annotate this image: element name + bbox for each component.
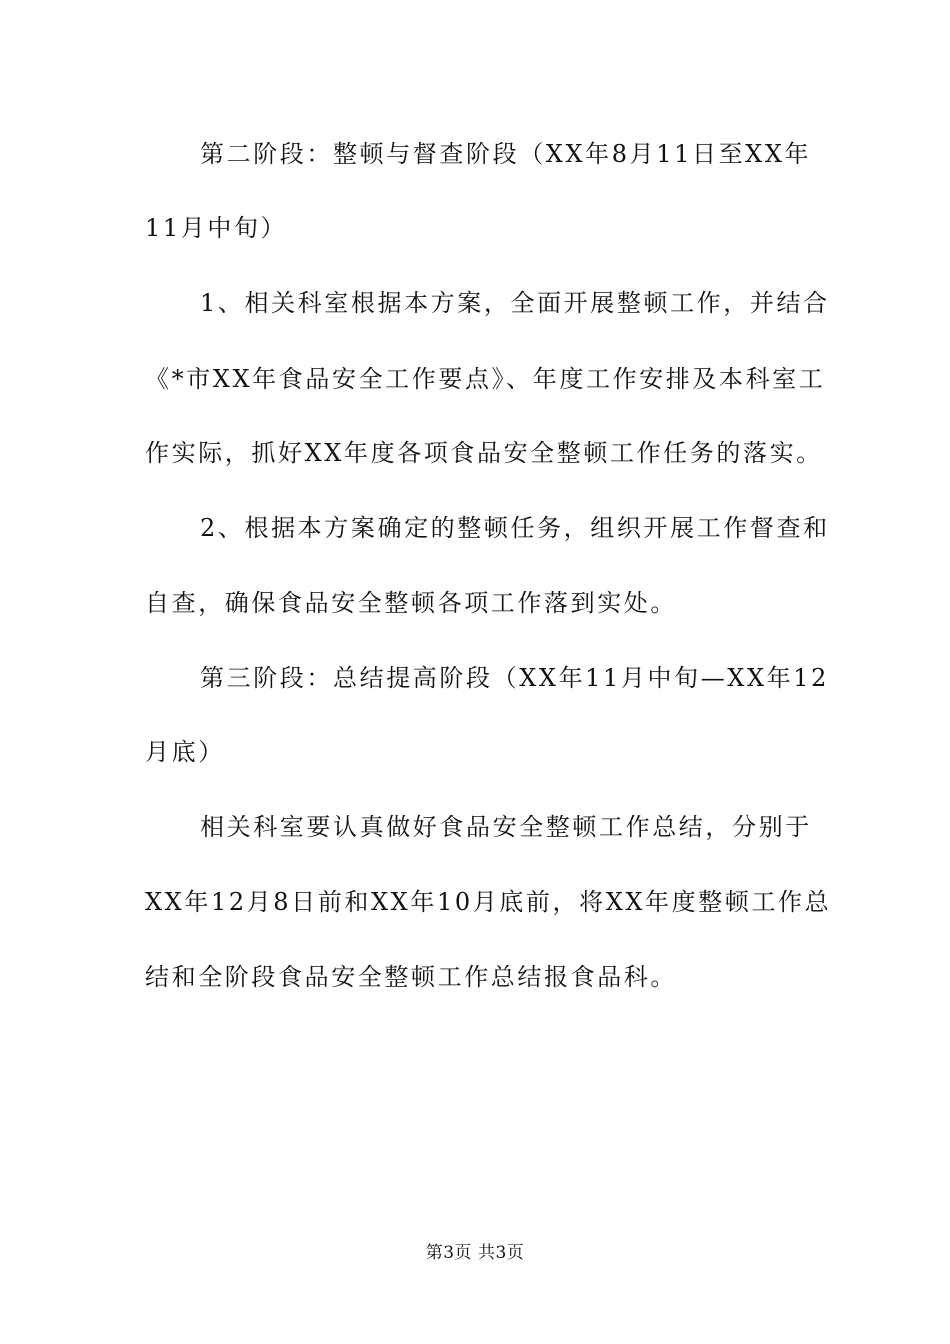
summary-paragraph-line-1: 相关科室要认真做好食品安全整顿工作总结，分别于: [200, 813, 812, 841]
summary-paragraph-line-3: 结和全阶段食品安全整顿工作总结报食品科。: [145, 963, 677, 991]
phase-three-heading-line-2: 月底）: [145, 738, 225, 766]
item-2-line-1: 2、根据本方案确定的整顿任务，组织开展工作督查和: [200, 514, 830, 542]
item-1-line-1: 1、相关科室根据本方案，全面开展整顿工作，并结合: [200, 289, 830, 317]
item-1-line-2: 《*市XX年食品安全工作要点》、年度工作安排及本科室工: [145, 365, 826, 393]
summary-paragraph-line-2: XX年12月8日前和XX年10月底前，将XX年度整顿工作总: [145, 888, 832, 916]
phase-three-heading-line-1: 第三阶段：总结提高阶段（XX年11月中旬—XX年12: [200, 664, 830, 692]
phase-two-heading-line-2: 11月中旬）: [145, 214, 288, 242]
page-number-footer: 第3页 共3页: [425, 1243, 525, 1263]
item-1-line-3: 作实际，抓好XX年度各项食品安全整顿工作任务的落实。: [145, 439, 823, 467]
item-2-line-2: 自查，确保食品安全整顿各项工作落到实处。: [145, 589, 677, 617]
phase-two-heading-line-1: 第二阶段：整顿与督查阶段（XX年8月11日至XX年: [200, 140, 812, 168]
